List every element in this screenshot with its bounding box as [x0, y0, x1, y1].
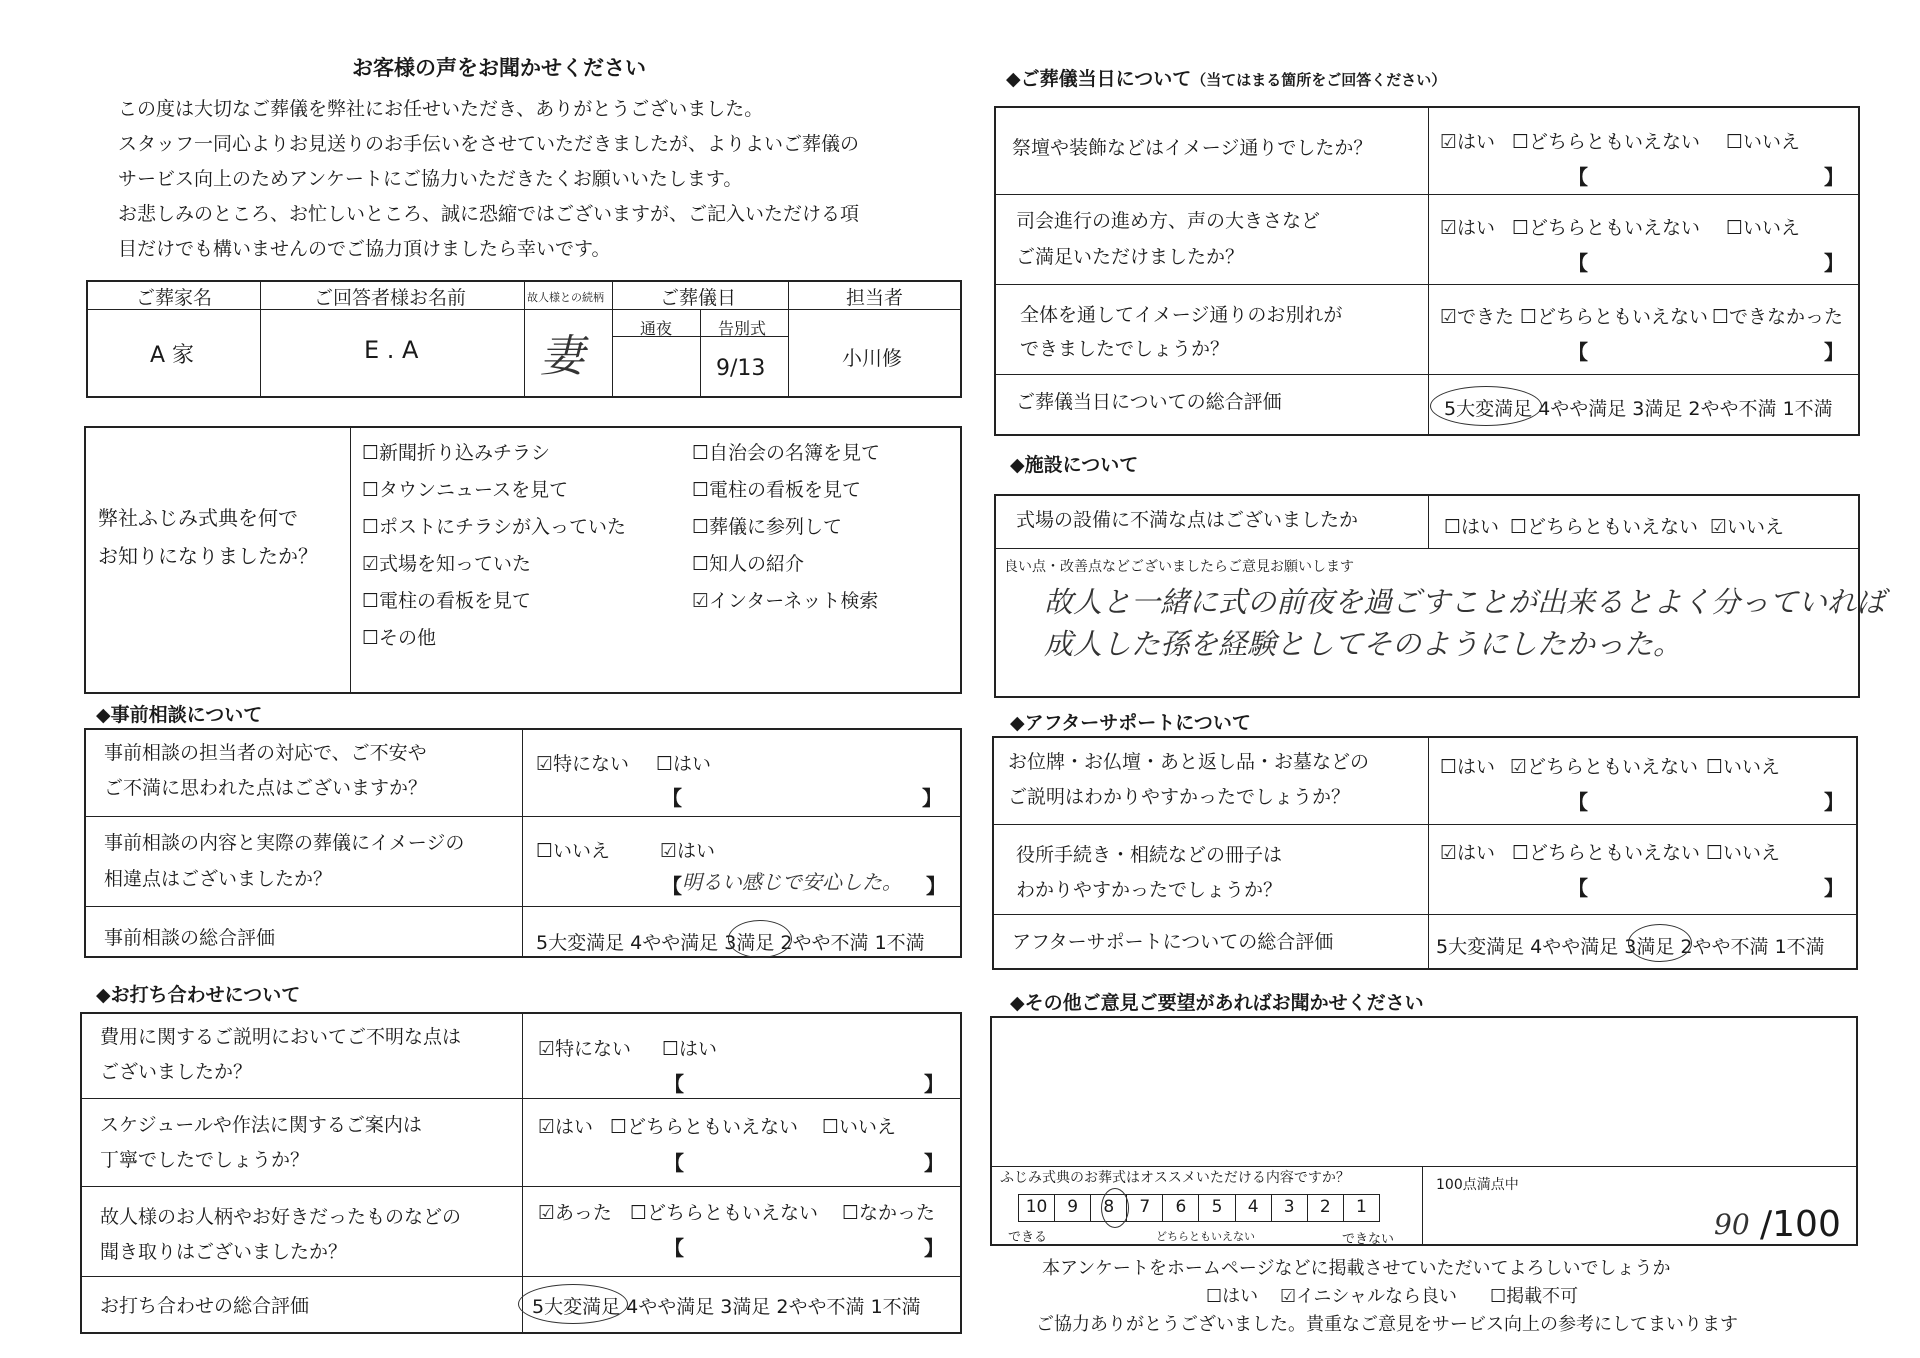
meeting-q3: 聞き取りはございましたか？	[100, 1241, 348, 1263]
meeting-q2-option-no[interactable]: ☐いいえ	[822, 1116, 897, 1138]
after-q1-option-no[interactable]: ☐いいえ	[1706, 756, 1781, 778]
scale-cell[interactable]: 3	[1272, 1195, 1308, 1221]
intro-line: この度は大切なご葬儀を弊社にお任せいただき、ありがとうございました。	[118, 98, 764, 120]
funeral-q2-option-neutral[interactable]: ☐どちらともいえない	[1512, 217, 1701, 239]
bracket-open: 【	[1568, 340, 1588, 364]
pre-consult-q1: ご不満に思われた点はございますか？	[104, 777, 428, 799]
pre-q2-option-no[interactable]: ☐いいえ	[536, 840, 611, 862]
recommend-question: ふじみ式典のお葬式はオススメいただける内容ですか？	[1000, 1170, 1350, 1186]
facility-title: ◆施設について	[1010, 454, 1139, 476]
bracket-close: 】	[1824, 165, 1844, 189]
bracket-open: 【	[1568, 790, 1588, 814]
after-q2-option-no[interactable]: ☐いいえ	[1706, 842, 1781, 864]
pre-consult-q1: 事前相談の担当者の対応で、ご不安や	[104, 742, 427, 764]
relation-label: 故人様との続柄	[527, 291, 604, 304]
funeral-day-title: ◆ご葬儀当日について（当てはまる箇所をご回答ください）	[1006, 68, 1447, 90]
facility-comment-line: 故人と一緒に式の前夜を過ごすことが出来るとよく分っていれば	[1044, 585, 1886, 619]
funeral-q2-option-yes[interactable]: ☑はい	[1440, 217, 1496, 239]
meeting-q2: スケジュールや作法に関するご案内は	[100, 1114, 422, 1136]
pre-consult-q2: 相違点はございましたか？	[104, 868, 333, 890]
staff-label: 担当者	[846, 287, 904, 309]
bracket-close: 】	[1824, 251, 1844, 275]
meeting-title: ◆お打ち合わせについて	[96, 984, 301, 1006]
publish-option-no[interactable]: ☐掲載不可	[1490, 1286, 1579, 1307]
publish-question: 本アンケートをホームページなどに掲載させていただいてよろしいでしょうか	[1042, 1258, 1671, 1279]
bracket-open: 【	[1568, 165, 1588, 189]
scale-cell[interactable]: 4	[1236, 1195, 1272, 1221]
pre-rating-scale[interactable]: 5大変満足 4やや満足 3満足 2やや不満 1不満	[536, 932, 925, 954]
other-title: ◆その他ご意見ご要望があればお聞かせください	[1010, 992, 1424, 1014]
scale-cell[interactable]: 8	[1091, 1195, 1127, 1221]
funeral-rating-scale[interactable]: 5大変満足 4やや満足 3満足 2やや不満 1不満	[1444, 398, 1833, 420]
facility-q1-option-yes[interactable]: ☐はい	[1444, 516, 1500, 538]
meeting-q4: お打ち合わせの総合評価	[100, 1295, 310, 1317]
meeting-q1: ございましたか？	[100, 1061, 253, 1083]
option-newspaper[interactable]: ☐新聞折り込みチラシ	[362, 442, 551, 464]
funeral-q1-option-neutral[interactable]: ☐どちらともいえない	[1512, 131, 1701, 153]
family-label: ご葬家名	[136, 287, 213, 309]
thanks-text: ご協力ありがとうございました。貴重なご意見をサービス向上の参考にしてまいります	[1036, 1314, 1738, 1335]
funeral-date-value: 9/13	[716, 356, 766, 381]
relation-value: 妻	[540, 331, 584, 382]
scale-cell[interactable]: 10	[1019, 1195, 1055, 1221]
scale-right-label: できない	[1342, 1232, 1395, 1247]
bracket-close: 】	[926, 874, 946, 898]
respondent-value: E . A	[364, 336, 419, 364]
option-post-flyer[interactable]: ☐ポストにチラシが入っていた	[362, 516, 627, 538]
bracket-open: 【	[664, 1072, 684, 1096]
scale-cell[interactable]: 6	[1163, 1195, 1199, 1221]
meeting-q1-option-yes[interactable]: ☐はい	[662, 1038, 718, 1060]
date-label: ご葬儀日	[660, 287, 737, 309]
staff-value: 小川修	[842, 346, 902, 370]
bracket-open: 【	[662, 874, 682, 898]
meeting-q2-option-yes[interactable]: ☑はい	[538, 1116, 594, 1138]
facility-q1-option-no[interactable]: ☑いいえ	[1710, 516, 1785, 538]
funeral-q1-option-no[interactable]: ☐いいえ	[1726, 131, 1801, 153]
scale-left-label: できる	[1008, 1230, 1048, 1245]
after-q1: ご説明はわかりやすかったでしょうか？	[1008, 786, 1351, 808]
facility-q1: 式場の設備に不満な点はございましたか	[1016, 509, 1359, 531]
option-other[interactable]: ☐その他	[362, 627, 437, 649]
facility-comment-line: 成人した孫を経験としてそのようにしたかった。	[1044, 627, 1683, 661]
funeral-q3-option-no[interactable]: ☐できなかった	[1712, 306, 1844, 328]
after-q3: アフターサポートについての総合評価	[1012, 931, 1334, 953]
funeral-q3-option-yes[interactable]: ☑できた	[1440, 306, 1515, 328]
publish-option-yes[interactable]: ☐はい	[1206, 1286, 1259, 1307]
after-q1: お位牌・お仏壇・あと返し品・お墓などの	[1008, 751, 1370, 773]
pre-q2-option-yes[interactable]: ☑はい	[660, 840, 716, 862]
facility-q1-option-neutral[interactable]: ☐どちらともいえない	[1510, 516, 1699, 538]
after-q2-option-neutral[interactable]: ☐どちらともいえない	[1512, 842, 1701, 864]
family-value: A 家	[150, 343, 195, 368]
funeral-q1-option-yes[interactable]: ☑はい	[1440, 131, 1496, 153]
intro-line: お悲しみのところ、お忙しいところ、誠に恐縮ではございますが、ご記入いただける項	[118, 203, 860, 225]
source-question: 弊社ふじみ式典を何で	[98, 506, 298, 530]
funeral-q4: ご葬儀当日についての総合評価	[1016, 391, 1282, 413]
after-q2-option-yes[interactable]: ☑はい	[1440, 842, 1496, 864]
pre-consult-q3: 事前相談の総合評価	[104, 927, 276, 949]
bracket-close: 】	[1824, 876, 1844, 900]
bracket-close: 】	[924, 1151, 944, 1175]
pre-q1-option-none[interactable]: ☑特にない	[536, 753, 630, 775]
scale-cell[interactable]: 7	[1127, 1195, 1163, 1221]
bracket-close: 】	[1824, 790, 1844, 814]
scale-cell[interactable]: 2	[1308, 1195, 1344, 1221]
source-question: お知りになりましたか？	[98, 544, 318, 568]
option-neighborhood-list[interactable]: ☐自治会の名簿を見て	[692, 442, 881, 464]
pre-consult-title: ◆事前相談について	[96, 704, 263, 726]
scale-mid-label: どちらともいえない	[1156, 1230, 1255, 1243]
option-internet[interactable]: ☑インターネット検索	[692, 590, 879, 612]
funeral-q2: ご満足いただけましたか？	[1016, 246, 1245, 268]
after-q1-option-yes[interactable]: ☐はい	[1440, 756, 1496, 778]
funeral-q2: 司会進行の進め方、声の大きさなど	[1016, 210, 1321, 232]
bracket-open: 【	[664, 1151, 684, 1175]
survey-title: お客様の声をお聞かせください	[352, 56, 646, 80]
scale-circle	[1101, 1188, 1129, 1228]
funeral-q3: 全体を通してイメージ通りのお別れが	[1020, 304, 1343, 326]
funeral-date-label: 告別式	[718, 319, 767, 338]
funeral-rating-circle	[1430, 386, 1542, 426]
option-attended-funeral[interactable]: ☐葬儀に参列して	[692, 516, 843, 538]
meeting-q3-option-neutral[interactable]: ☐どちらともいえない	[630, 1202, 819, 1224]
wake-label: 通夜	[640, 319, 673, 338]
after-rating-circle	[1628, 924, 1692, 962]
intro-line: スタッフ一同心よりお見送りのお手伝いをさせていただきましたが、よりよいご葬儀の	[118, 133, 860, 155]
score-label: 100点満点中	[1436, 1177, 1519, 1193]
after-rating-scale[interactable]: 5大変満足 4やや満足 3満足 2やや不満 1不満	[1436, 936, 1825, 958]
option-pole-sign[interactable]: ☐電柱の看板を見て	[362, 590, 532, 612]
facility-comment-label: 良い点・改善点などございましたらご意見お願いします	[1004, 559, 1354, 575]
bracket-open: 【	[662, 786, 682, 810]
meeting-q1: 費用に関するご説明においてご不明な点は	[100, 1026, 462, 1048]
pre-q1-option-yes[interactable]: ☐はい	[656, 753, 712, 775]
respondent-label: ご回答者様お名前	[314, 287, 467, 309]
score-value: 90	[1714, 1208, 1750, 1241]
bracket-close: 】	[924, 1072, 944, 1096]
after-q1-option-neutral[interactable]: ☑どちらともいえない	[1510, 756, 1699, 778]
bracket-close: 】	[1824, 340, 1844, 364]
option-referral[interactable]: ☐知人の紹介	[692, 553, 805, 575]
recommend-scale[interactable]	[1018, 1194, 1380, 1222]
score-total: /100	[1760, 1204, 1841, 1245]
intro-line: サービス向上のためアンケートにご協力いただきたくお願いいたします。	[118, 168, 743, 190]
option-knew-venue[interactable]: ☑式場を知っていた	[362, 553, 532, 575]
pre-q2-comment: 明るい感じで安心した。	[682, 870, 902, 894]
publish-option-initials[interactable]: ☑イニシャルなら良い	[1280, 1286, 1458, 1307]
funeral-q1: 祭壇や装飾などはイメージ通りでしたか？	[1012, 137, 1373, 159]
meeting-q1-option-none[interactable]: ☑特にない	[538, 1038, 632, 1060]
intro-line: 目だけでも構いませんのでご協力頂けましたら幸いです。	[118, 238, 611, 260]
scale-cell[interactable]: 5	[1199, 1195, 1235, 1221]
bracket-close: 】	[922, 786, 942, 810]
option-pole-sign-2[interactable]: ☐電柱の看板を見て	[692, 479, 862, 501]
meeting-q3: 故人様のお人柄やお好きだったものなどの	[100, 1206, 462, 1228]
funeral-q2-option-no[interactable]: ☐いいえ	[1726, 217, 1801, 239]
meeting-q3-option-no[interactable]: ☐なかった	[842, 1202, 936, 1224]
funeral-q3-option-neutral[interactable]: ☐どちらともいえない	[1520, 306, 1709, 328]
bracket-open: 【	[664, 1236, 684, 1260]
meeting-q3-option-yes[interactable]: ☑あった	[538, 1202, 612, 1224]
scale-cell[interactable]: 1	[1355, 1197, 1367, 1217]
option-town-news[interactable]: ☐タウンニュースを見て	[362, 479, 569, 501]
bracket-open: 【	[1568, 876, 1588, 900]
pre-rating-circle	[728, 920, 792, 958]
after-q2: 役所手続き・相続などの冊子は	[1016, 844, 1283, 866]
funeral-q3: できましたでしょうか？	[1020, 338, 1230, 360]
after-q2: わかりやすかったでしょうか？	[1016, 879, 1283, 901]
after-support-title: ◆アフターサポートについて	[1010, 712, 1251, 734]
meeting-rating-scale[interactable]: 5大変満足 4やや満足 3満足 2やや不満 1不満	[532, 1296, 921, 1318]
pre-consult-q2: 事前相談の内容と実際の葬儀にイメージの	[104, 832, 465, 854]
bracket-open: 【	[1568, 251, 1588, 275]
scale-cell[interactable]: 9	[1055, 1195, 1091, 1221]
meeting-q2: 丁寧でしたでしょうか？	[100, 1149, 310, 1171]
meeting-rating-circle	[518, 1284, 628, 1324]
bracket-close: 】	[924, 1236, 944, 1260]
meeting-q2-option-neutral[interactable]: ☐どちらともいえない	[610, 1116, 799, 1138]
